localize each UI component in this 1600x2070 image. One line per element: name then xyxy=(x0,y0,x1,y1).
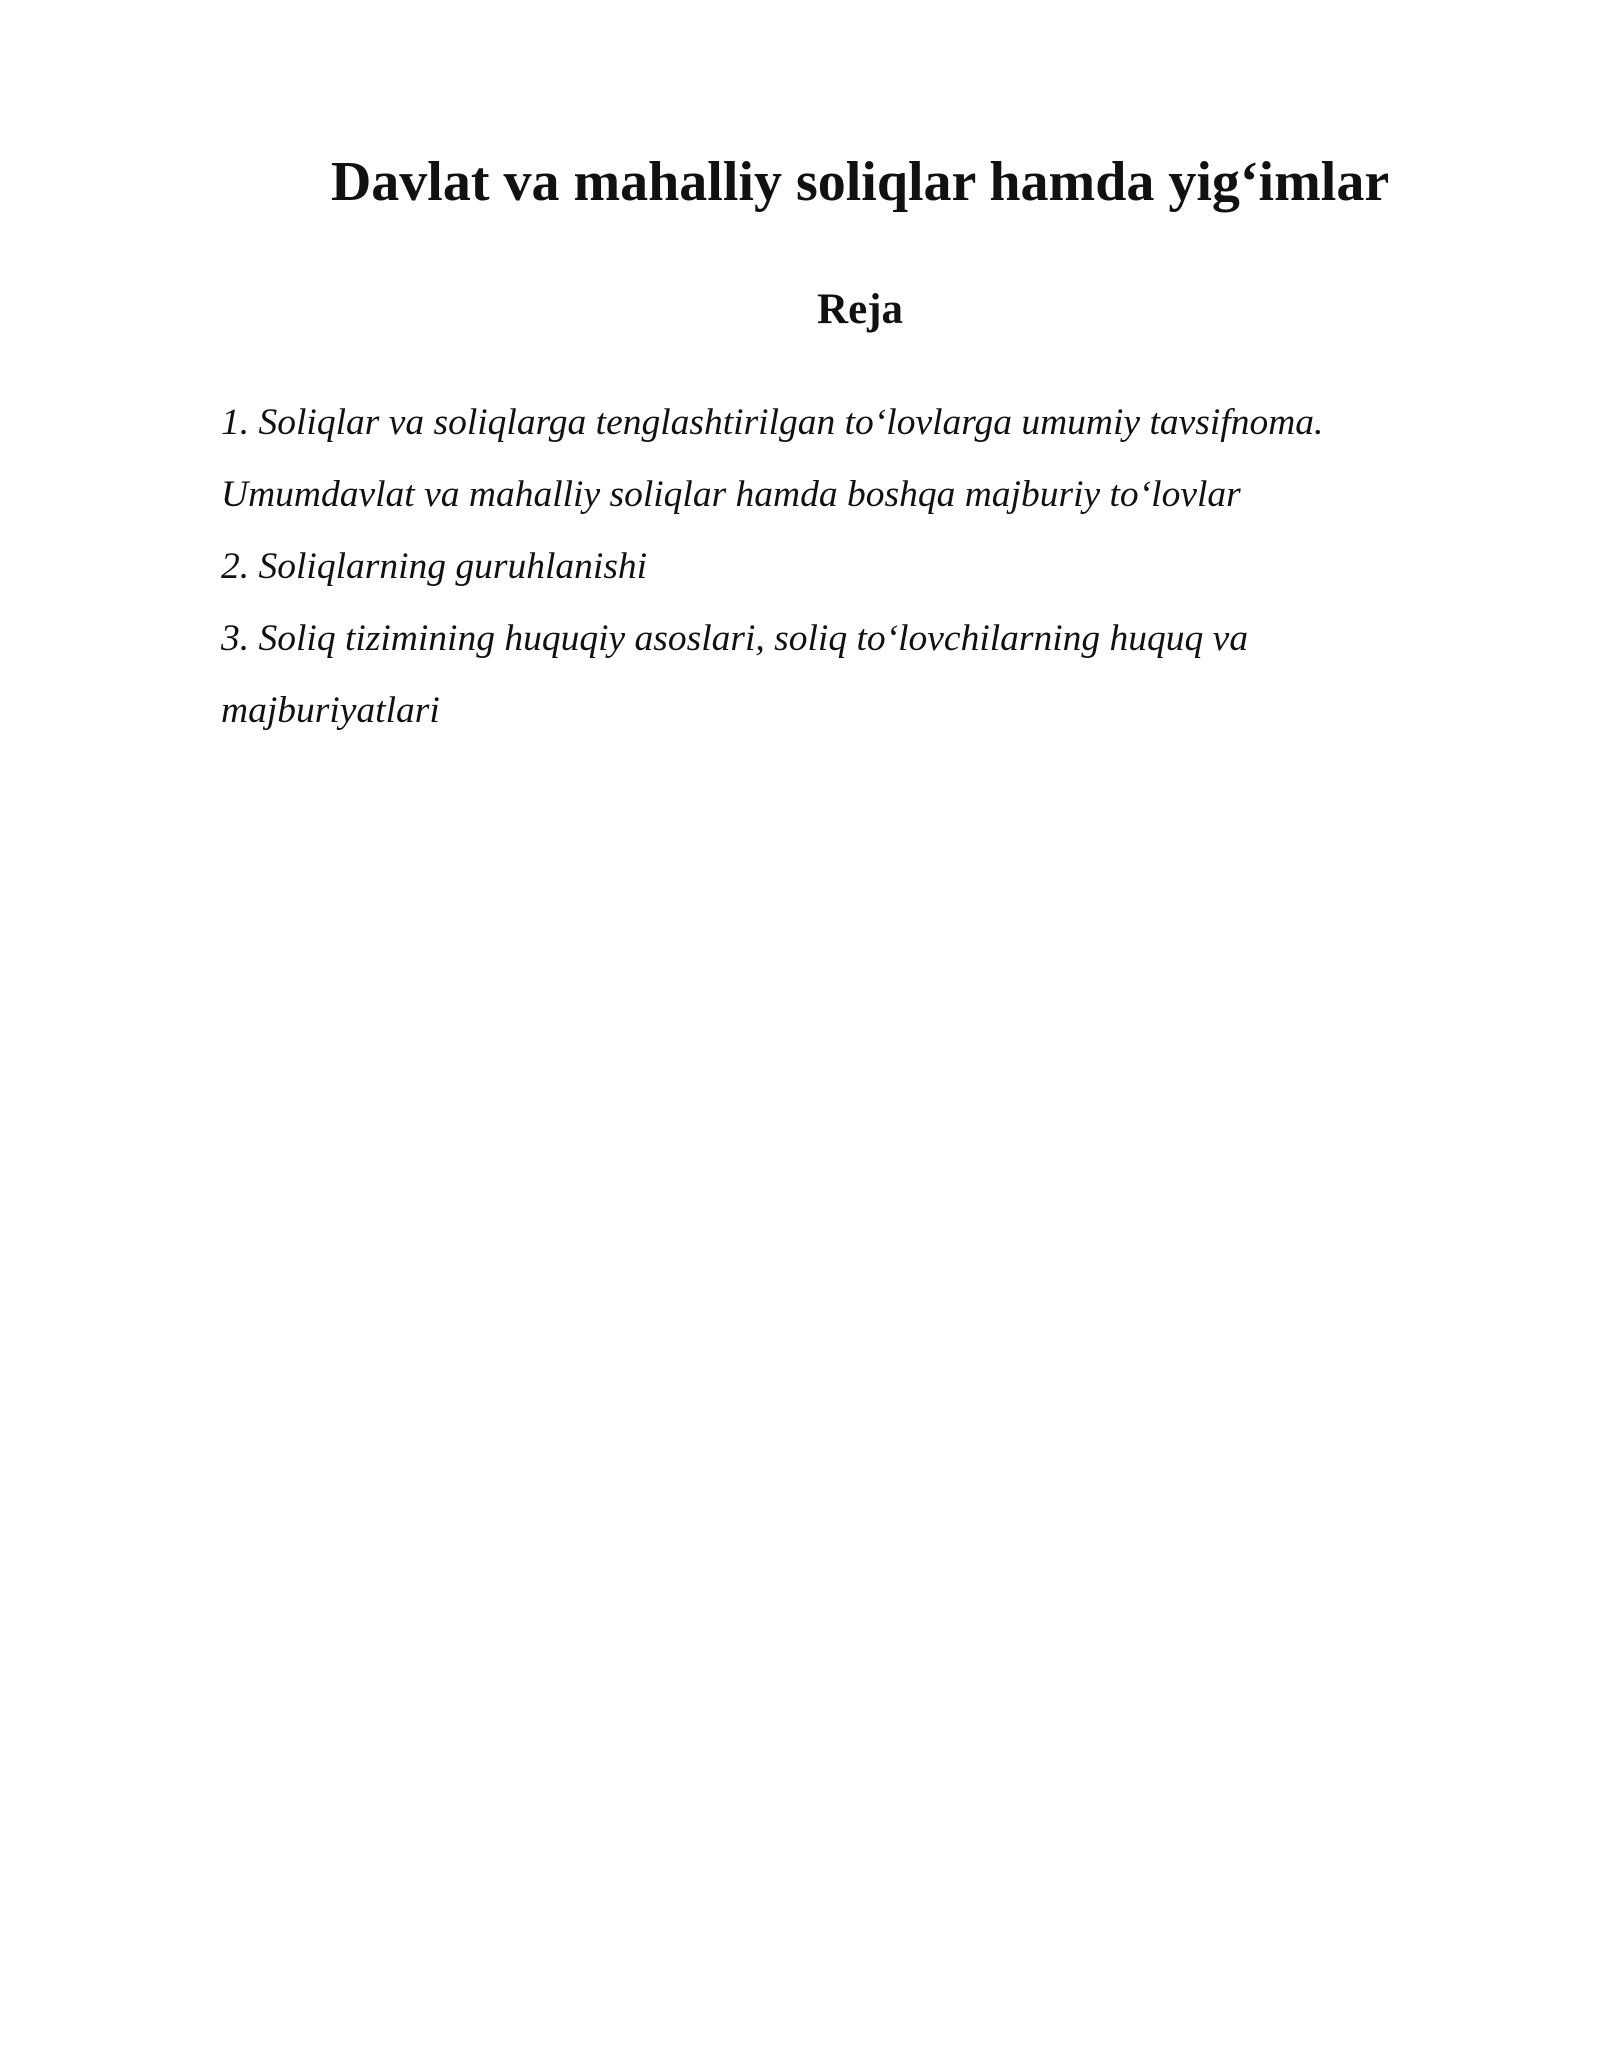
plan-item-3-line-2: majburiyatlari xyxy=(221,690,440,731)
plan-item-2: 2. Soliqlarning guruhlanishi xyxy=(221,546,648,587)
plan-list xyxy=(221,387,1481,747)
document-title: Davlat va mahalliy soliqlar hamda yig‘imlar xyxy=(330,151,1390,213)
plan-heading: Reja xyxy=(817,286,903,333)
plan-item-1-line-2: Umumdavlat va mahalliy soliqlar hamda boshqa majburiy to‘lovlar xyxy=(221,474,1241,515)
plan-item-1-line-1: 1. Soliqlar va soliqlarga tenglashtirilgan to‘lovlarga umumiy tavsifnoma. xyxy=(221,402,1324,443)
plan-item-3-line-1: 3. Soliq tizimining huquqiy asoslari, soliq to‘lovchilarning huquq va xyxy=(221,618,1249,659)
